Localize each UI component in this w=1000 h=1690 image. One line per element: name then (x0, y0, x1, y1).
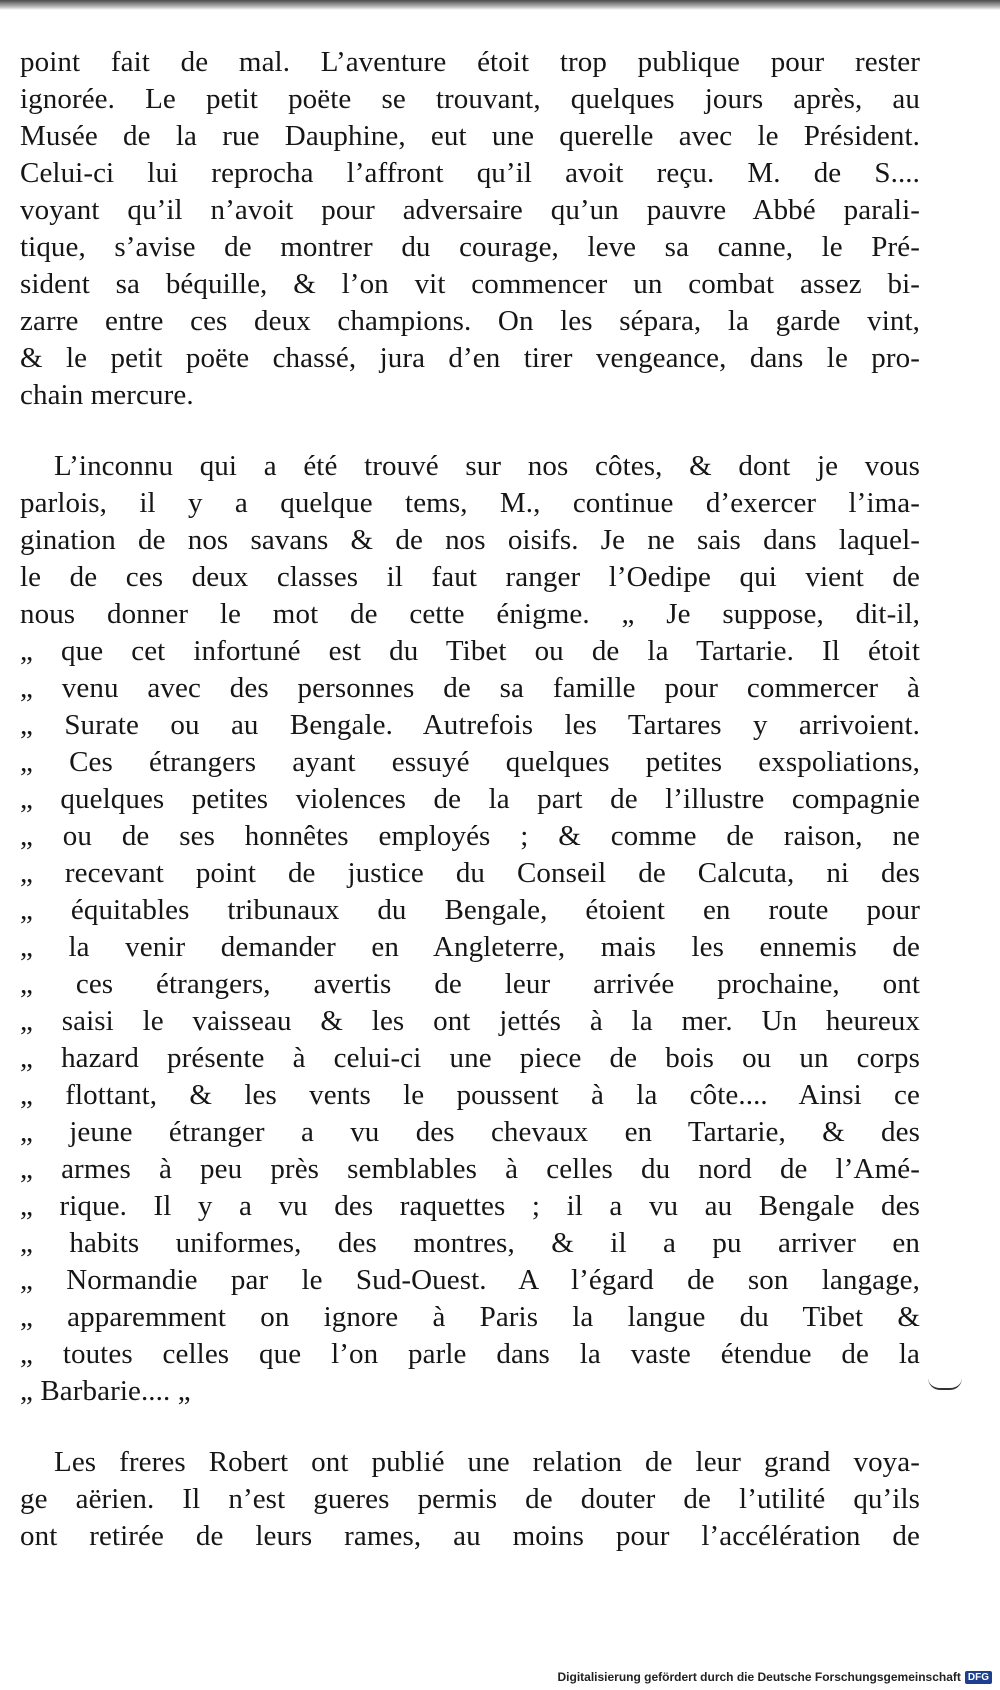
text-line: „ rique. Il y a vu des raquettes ; il a vu au Bengale des (20, 1190, 920, 1222)
document-page (20, 44, 920, 1555)
text-line: sident sa béquille, & l’on vit commencer un combat assez bi- (20, 268, 920, 300)
text-line: Les freres Robert ont publié une relation de leur grand voya- (54, 1446, 920, 1478)
text-line: „ apparemment on ignore à Paris la langue du Tibet & (20, 1301, 920, 1333)
text-line: „ recevant point de justice du Conseil de Calcuta, ni des (20, 857, 920, 889)
text-line: Celui-ci lui reprocha l’affront qu’il avoit reçu. M. de S.... (20, 157, 920, 189)
text-line: „ quelques petites violences de la part de l’illustre compagnie (20, 783, 920, 815)
text-line: le de ces deux classes il faut ranger l’Oedipe qui vient de (20, 561, 920, 593)
text-line: ge aërien. Il n’est gueres permis de douter de l’utilité qu’ils (20, 1483, 920, 1515)
text-line: Musée de la rue Dauphine, eut une querelle avec le Président. (20, 120, 920, 152)
paragraph-2 (20, 448, 920, 1410)
text-line: chain mercure. (20, 379, 194, 411)
text-line: „ Ces étrangers ayant essuyé quelques petites exspoliations, (20, 746, 920, 778)
paragraph-3 (20, 1444, 920, 1555)
text-line: L’inconnu qui a été trouvé sur nos côtes, & dont je vous (54, 450, 920, 482)
text-line: „ équitables tribunaux du Bengale, étoient en route pour (20, 894, 920, 926)
text-line: „ habits uniformes, des montres, & il a pu arriver en (20, 1227, 920, 1259)
text-line: „ Barbarie.... „ (20, 1375, 191, 1407)
text-line: „ toutes celles que l’on parle dans la vaste étendue de la (20, 1338, 920, 1370)
paragraph-gap (20, 414, 920, 448)
text-line: voyant qu’il n’avoit pour adversaire qu’un pauvre Abbé parali- (20, 194, 920, 226)
text-line: „ flottant, & les vents le poussent à la côte.... Ainsi ce (20, 1079, 920, 1111)
paragraph-gap (20, 1410, 920, 1444)
text-line: zarre entre ces deux champions. On les sépara, la garde vint, (20, 305, 920, 337)
footer-text: Digitalisierung gefördert durch die Deutsche Forschungsgemeinschaft (557, 1670, 961, 1684)
text-line: ignorée. Le petit poëte se trouvant, quelques jours après, au (20, 83, 920, 115)
text-line: nous donner le mot de cette énigme. „ Je suppose, dit-il, (20, 598, 920, 630)
text-line: „ jeune étranger a vu des chevaux en Tartarie, & des (20, 1116, 920, 1148)
page-top-edge (0, 0, 1000, 10)
paragraph-1 (20, 44, 920, 414)
text-line: „ hazard présente à celui-ci une piece de bois ou un corps (20, 1042, 920, 1074)
digitization-footer (557, 1670, 992, 1684)
text-line: & le petit poëte chassé, jura d’en tirer vengeance, dans le pro- (20, 342, 920, 374)
text-line: „ Surate ou au Bengale. Autrefois les Tartares y arrivoient. (20, 709, 920, 741)
text-line: „ armes à peu près semblables à celles du nord de l’Amé- (20, 1153, 920, 1185)
text-line: point fait de mal. L’aventure étoit trop publique pour rester (20, 46, 920, 78)
text-line: „ saisi le vaisseau & les ont jettés à la mer. Un heureux (20, 1005, 920, 1037)
dfg-logo: DFG (965, 1671, 992, 1684)
text-line: „ venu avec des personnes de sa famille pour commercer à (20, 672, 920, 704)
text-line: parlois, il y a quelque tems, M., continue d’exercer l’ima- (20, 487, 920, 519)
text-line: „ la venir demander en Angleterre, mais les ennemis de (20, 931, 920, 963)
margin-ink-mark (928, 1378, 962, 1390)
text-line: gination de nos savans & de nos oisifs. Je ne sais dans laquel- (20, 524, 920, 556)
text-line: ont retirée de leurs rames, au moins pour l’accélération de (20, 1520, 920, 1552)
text-line: „ ces étrangers, avertis de leur arrivée prochaine, ont (20, 968, 920, 1000)
text-line: „ Normandie par le Sud-Ouest. A l’égard de son langage, (20, 1264, 920, 1296)
text-line: „ que cet infortuné est du Tibet ou de la Tartarie. Il étoit (20, 635, 920, 667)
text-line: tique, s’avise de montrer du courage, leve sa canne, le Pré- (20, 231, 920, 263)
text-line: „ ou de ses honnêtes employés ; & comme de raison, ne (20, 820, 920, 852)
